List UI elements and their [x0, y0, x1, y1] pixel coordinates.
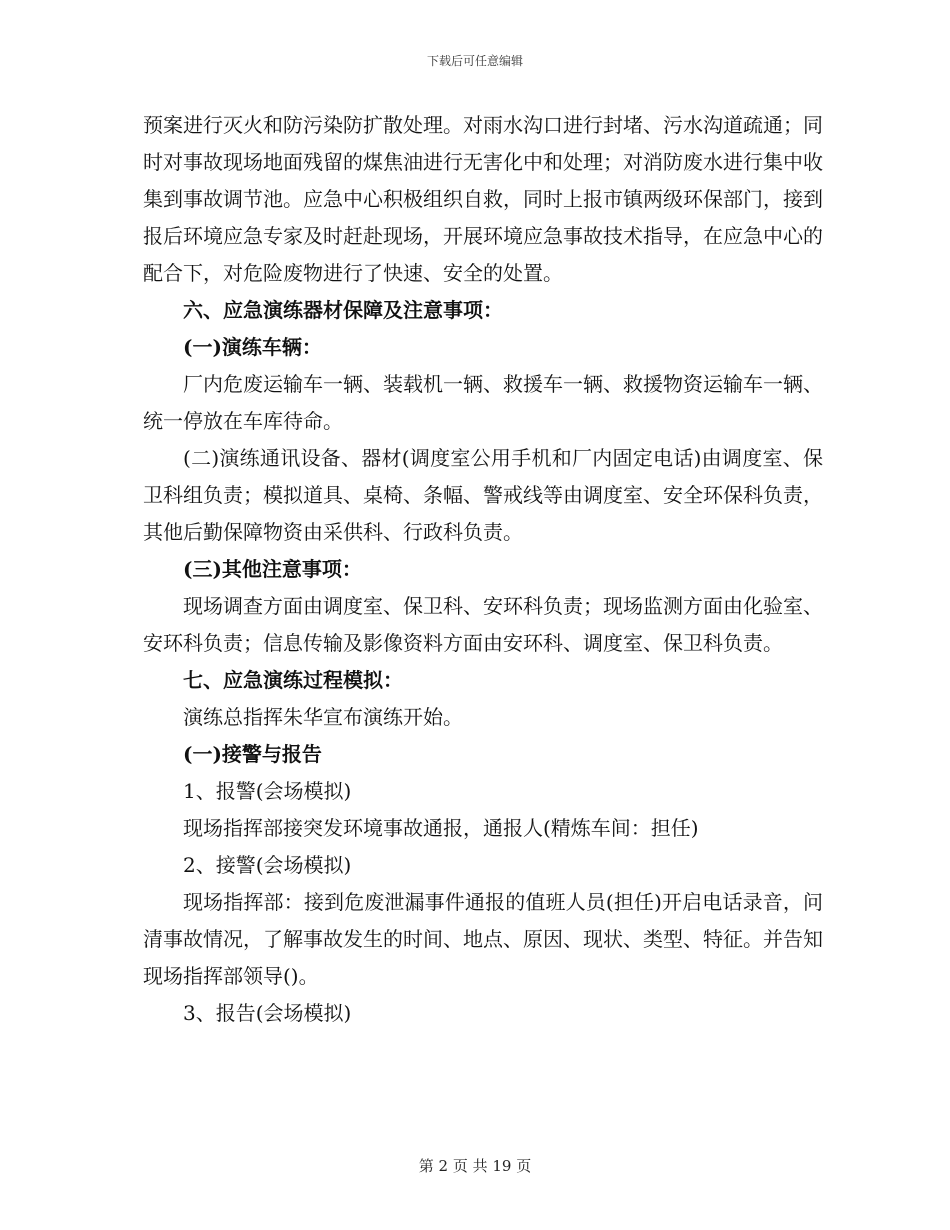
- item-report: 3、报告(会场模拟): [183, 1001, 352, 1025]
- paragraph-vehicles: 厂内危废运输车一辆、装载机一辆、救援车一辆、救援物资运输车一辆、统一停放在车库待命。: [143, 372, 823, 433]
- page-header: 下载后可任意编辑: [426, 54, 523, 68]
- subheading-alarm-report: (一)接警与报告: [183, 742, 322, 766]
- paragraph-emergency-disposal: 预案进行灭火和防污染防扩散处理。对雨水沟口进行封堵、污水沟道疏通；同时对事故现场地面残留的煤焦油进行无害化中和处理；对消防废水进行集中收集到事故调节池。应急中心积极组织自救，同时上报市镇两级环保部门，接到报后环境应急专家及时赶赴现场，开展环境应急事故技术指导，在应急中心的配合下，对危险废物进行了快速、安全的处置。: [143, 113, 823, 285]
- heading-section-6: 六、应急演练器材保障及注意事项：: [183, 298, 503, 322]
- page-footer: 第 2 页 共 19 页: [418, 1157, 532, 1175]
- paragraph-drill-start: 演练总指挥朱华宣布演练开始。: [183, 705, 463, 729]
- document-body: [143, 107, 823, 1032]
- paragraph-receive-alarm-detail: 现场指挥部：接到危废泄漏事件通报的值班人员(担任)开启电话录音，问清事故情况，了解事故发生的时间、地点、原因、现状、类型、特征。并告知现场指挥部领导()。: [143, 890, 823, 988]
- subheading-vehicles: (一)演练车辆：: [183, 335, 322, 359]
- item-alarm: 1、报警(会场模拟): [183, 779, 352, 803]
- subheading-other-notes: (三)其他注意事项：: [183, 557, 362, 581]
- paragraph-alarm-detail: 现场指挥部接突发环境事故通报，通报人(精炼车间：担任): [183, 816, 699, 840]
- item-receive-alarm: 2、接警(会场模拟): [183, 853, 352, 877]
- paragraph-communication-equipment: (二)演练通讯设备、器材(调度室公用手机和厂内固定电话)由调度室、保卫科组负责；模拟道具、桌椅、条幅、警戒线等由调度室、安全环保科负责，其他后勤保障物资由采供科、行政科负责。: [143, 446, 823, 544]
- heading-section-7: 七、应急演练过程模拟：: [183, 668, 403, 692]
- paragraph-other-notes: 现场调查方面由调度室、保卫科、安环科负责；现场监测方面由化验室、安环科负责；信息传输及影像资料方面由安环科、调度室、保卫科负责。: [143, 594, 823, 655]
